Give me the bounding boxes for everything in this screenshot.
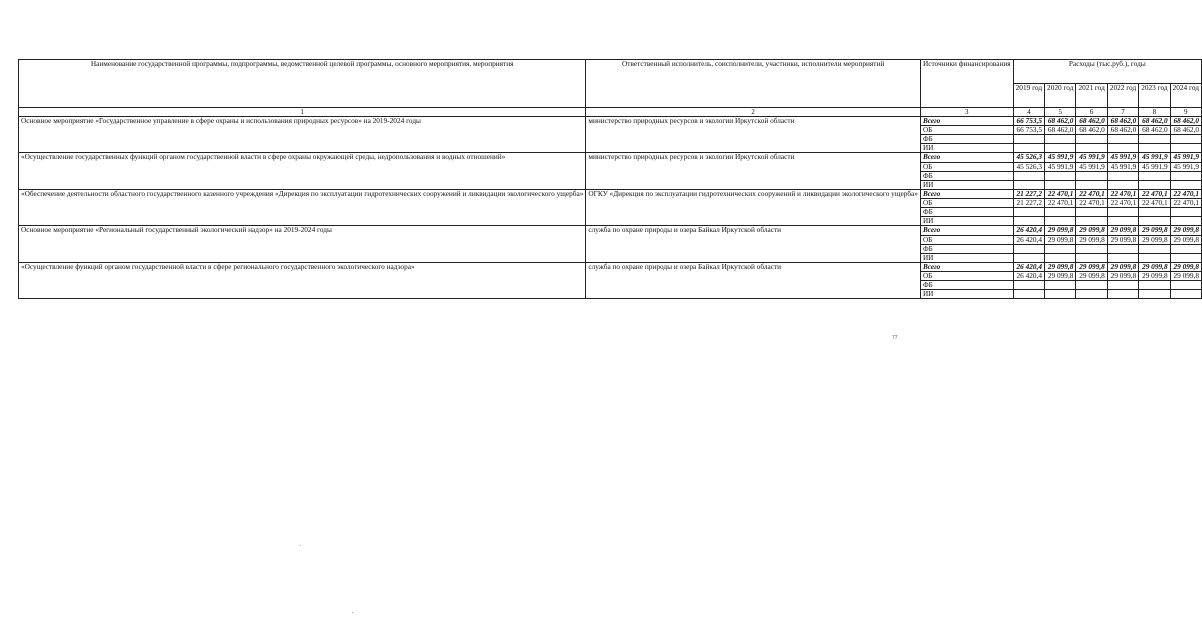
funding-source: ОБ bbox=[920, 235, 1013, 244]
expense-value bbox=[1045, 290, 1076, 299]
expense-value bbox=[1170, 135, 1201, 144]
funding-source: ФБ bbox=[920, 244, 1013, 253]
expense-value: 22 470,1 bbox=[1076, 199, 1107, 208]
expense-value: 45 991,9 bbox=[1170, 162, 1201, 171]
expense-value: 29 099,8 bbox=[1107, 226, 1138, 235]
expense-value: 45 991,9 bbox=[1107, 153, 1138, 162]
funding-source: Всего bbox=[920, 117, 1013, 126]
expense-value: 45 526,3 bbox=[1013, 162, 1044, 171]
table-row bbox=[19, 226, 1202, 235]
column-number: 7 bbox=[1107, 108, 1138, 117]
expense-value: 26 420,4 bbox=[1013, 272, 1044, 281]
expense-value: 22 470,1 bbox=[1170, 199, 1201, 208]
expense-value bbox=[1013, 290, 1044, 299]
expense-value: 68 462,0 bbox=[1139, 126, 1170, 135]
responsible-executor: министерство природных ресурсов и экологии Иркутской области bbox=[586, 153, 921, 189]
expense-value bbox=[1045, 244, 1076, 253]
expense-value: 68 462,0 bbox=[1107, 126, 1138, 135]
expense-value: 26 420,4 bbox=[1013, 235, 1044, 244]
activity-name: «Обеспечение деятельности областного государственного казенного учреждения «Дирекция по эксплуатации гидротехнических сооружений и ликвидации экологического ущерба» bbox=[19, 189, 586, 225]
expense-value bbox=[1107, 208, 1138, 217]
expense-value: 45 991,9 bbox=[1045, 162, 1076, 171]
expense-value bbox=[1076, 244, 1107, 253]
expense-value bbox=[1013, 208, 1044, 217]
expense-value: 29 099,8 bbox=[1107, 272, 1138, 281]
expense-value: 29 099,8 bbox=[1170, 262, 1201, 271]
expense-value: 29 099,8 bbox=[1107, 235, 1138, 244]
funding-source: ОБ bbox=[920, 199, 1013, 208]
expense-value bbox=[1013, 244, 1044, 253]
expense-value: 66 753,5 bbox=[1013, 117, 1044, 126]
expense-value: 29 099,8 bbox=[1107, 262, 1138, 271]
funding-source: ФБ bbox=[920, 208, 1013, 217]
scan-speck bbox=[300, 545, 301, 546]
expense-value: 68 462,0 bbox=[1170, 126, 1201, 135]
expense-value bbox=[1045, 208, 1076, 217]
expense-value: 68 462,0 bbox=[1045, 117, 1076, 126]
expense-value: 45 991,9 bbox=[1170, 153, 1201, 162]
expense-value bbox=[1045, 281, 1076, 290]
funding-source: ФБ bbox=[920, 281, 1013, 290]
expense-value: 29 099,8 bbox=[1045, 262, 1076, 271]
expense-value: 68 462,0 bbox=[1045, 126, 1076, 135]
responsible-executor: служба по охране природы и озера Байкал Иркутской области bbox=[586, 262, 921, 298]
expense-value: 22 470,1 bbox=[1107, 189, 1138, 198]
table-row bbox=[19, 153, 1202, 162]
expense-value bbox=[1139, 135, 1170, 144]
expense-value bbox=[1045, 171, 1076, 180]
column-number: 9 bbox=[1170, 108, 1201, 117]
header-responsible: Ответственный исполнитель, соисполнители, участники, исполнители мероприятий bbox=[586, 60, 921, 108]
expense-value bbox=[1076, 171, 1107, 180]
responsible-executor: ОГКУ «Дирекция по эксплуатации гидротехнических сооружений и ликвидации экологического ущерба» bbox=[586, 189, 921, 225]
expense-value: 22 470,1 bbox=[1139, 199, 1170, 208]
page-mark: 77 bbox=[892, 335, 898, 341]
expense-value: 29 099,8 bbox=[1139, 272, 1170, 281]
expense-value: 68 462,0 bbox=[1107, 117, 1138, 126]
expense-value: 22 470,1 bbox=[1170, 189, 1201, 198]
expense-value: 68 462,0 bbox=[1170, 117, 1201, 126]
header-year: 2019 год bbox=[1013, 84, 1044, 108]
expense-value bbox=[1045, 135, 1076, 144]
expense-value bbox=[1139, 281, 1170, 290]
expense-value: 29 099,8 bbox=[1139, 262, 1170, 271]
expense-value: 22 470,1 bbox=[1139, 189, 1170, 198]
expense-value: 45 526,3 bbox=[1013, 153, 1044, 162]
expense-value bbox=[1076, 281, 1107, 290]
header-row bbox=[19, 60, 1202, 84]
header-source: Источники финансирования bbox=[920, 60, 1013, 108]
expense-value: 26 420,4 bbox=[1013, 226, 1044, 235]
column-number: 8 bbox=[1139, 108, 1170, 117]
expense-value bbox=[1013, 171, 1044, 180]
funding-source: ИИ bbox=[920, 253, 1013, 262]
expense-value bbox=[1107, 281, 1138, 290]
header-name: Наименование государственной программы, подпрограммы, ведомственной целевой программы, основного мероприятия, мероприятия bbox=[19, 60, 586, 108]
scan-speck bbox=[352, 612, 353, 613]
expense-value: 29 099,8 bbox=[1076, 235, 1107, 244]
expense-value: 29 099,8 bbox=[1170, 235, 1201, 244]
funding-source: ИИ bbox=[920, 217, 1013, 226]
expense-value: 22 470,1 bbox=[1107, 199, 1138, 208]
expense-value bbox=[1076, 208, 1107, 217]
expense-value: 29 099,8 bbox=[1139, 235, 1170, 244]
expense-value: 22 470,1 bbox=[1076, 189, 1107, 198]
expense-value: 29 099,8 bbox=[1170, 272, 1201, 281]
header-year: 2022 год bbox=[1107, 84, 1138, 108]
funding-source: Всего bbox=[920, 189, 1013, 198]
expense-value: 29 099,8 bbox=[1076, 272, 1107, 281]
expense-value: 45 991,9 bbox=[1076, 162, 1107, 171]
funding-source: ИИ bbox=[920, 180, 1013, 189]
funding-source: ИИ bbox=[920, 144, 1013, 153]
header-year: 2024 год bbox=[1170, 84, 1201, 108]
funding-source: ОБ bbox=[920, 126, 1013, 135]
expense-value: 68 462,0 bbox=[1076, 117, 1107, 126]
expense-value: 29 099,8 bbox=[1139, 226, 1170, 235]
budget-table bbox=[18, 59, 1202, 299]
expense-value: 45 991,9 bbox=[1076, 153, 1107, 162]
header-expenses: Расходы (тыс.руб.), годы bbox=[1013, 60, 1201, 84]
expense-value bbox=[1139, 244, 1170, 253]
expense-value: 68 462,0 bbox=[1076, 126, 1107, 135]
expense-value: 21 227,2 bbox=[1013, 199, 1044, 208]
expense-value bbox=[1107, 135, 1138, 144]
activity-name: «Осуществление функций органом государственной власти в сфере регионального государственного экологического надзора» bbox=[19, 262, 586, 298]
expense-value bbox=[1076, 135, 1107, 144]
expense-value: 22 470,1 bbox=[1045, 189, 1076, 198]
expense-value: 45 991,9 bbox=[1045, 153, 1076, 162]
expense-value bbox=[1139, 290, 1170, 299]
expense-value bbox=[1013, 135, 1044, 144]
expense-value bbox=[1107, 171, 1138, 180]
budget-table-body bbox=[19, 60, 1202, 299]
expense-value bbox=[1107, 244, 1138, 253]
expense-value bbox=[1170, 208, 1201, 217]
expense-value: 68 462,0 bbox=[1139, 117, 1170, 126]
column-number: 3 bbox=[920, 108, 1013, 117]
funding-source: Всего bbox=[920, 153, 1013, 162]
column-number: 4 bbox=[1013, 108, 1044, 117]
header-year: 2023 год bbox=[1139, 84, 1170, 108]
funding-source: ФБ bbox=[920, 171, 1013, 180]
expense-value: 45 991,9 bbox=[1139, 153, 1170, 162]
expense-value bbox=[1013, 281, 1044, 290]
expense-value bbox=[1139, 208, 1170, 217]
expense-value: 21 227,2 bbox=[1013, 189, 1044, 198]
expense-value: 22 470,1 bbox=[1045, 199, 1076, 208]
expense-value bbox=[1170, 244, 1201, 253]
funding-source: Всего bbox=[920, 262, 1013, 271]
column-number: 6 bbox=[1076, 108, 1107, 117]
column-number: 1 bbox=[19, 108, 586, 117]
expense-value: 29 099,8 bbox=[1076, 262, 1107, 271]
column-number: 2 bbox=[586, 108, 921, 117]
expense-value: 29 099,8 bbox=[1045, 226, 1076, 235]
header-year: 2021 год bbox=[1076, 84, 1107, 108]
expense-value: 66 753,5 bbox=[1013, 126, 1044, 135]
funding-source: ОБ bbox=[920, 272, 1013, 281]
expense-value bbox=[1139, 171, 1170, 180]
expense-value: 29 099,8 bbox=[1045, 272, 1076, 281]
activity-name: Основное мероприятие «Государственное управление в сфере охраны и использования природных ресурсов» на 2019-2024 годы bbox=[19, 117, 586, 153]
activity-name: «Осуществление государственных функций органом государственной власти в сфере охраны окружающей среды, недропользования и водных отношений» bbox=[19, 153, 586, 189]
expense-value: 26 420,4 bbox=[1013, 262, 1044, 271]
header-year: 2020 год bbox=[1045, 84, 1076, 108]
expense-value bbox=[1170, 290, 1201, 299]
expense-value bbox=[1170, 171, 1201, 180]
expense-value: 45 991,9 bbox=[1107, 162, 1138, 171]
expense-value: 29 099,8 bbox=[1076, 226, 1107, 235]
expense-value: 29 099,8 bbox=[1045, 235, 1076, 244]
expense-value: 29 099,8 bbox=[1170, 226, 1201, 235]
funding-source: Всего bbox=[920, 226, 1013, 235]
responsible-executor: служба по охране природы и озера Байкал Иркутской области bbox=[586, 226, 921, 262]
expense-value: 45 991,9 bbox=[1139, 162, 1170, 171]
expense-value bbox=[1107, 290, 1138, 299]
responsible-executor: министерство природных ресурсов и экологии Иркутской области bbox=[586, 117, 921, 153]
funding-source: ИИ bbox=[920, 290, 1013, 299]
activity-name: Основное мероприятие «Региональный государственный экологический надзор» на 2019-2024 годы bbox=[19, 226, 586, 262]
column-number: 5 bbox=[1045, 108, 1076, 117]
expense-value bbox=[1170, 281, 1201, 290]
funding-source: ФБ bbox=[920, 135, 1013, 144]
funding-source: ОБ bbox=[920, 162, 1013, 171]
expense-value bbox=[1076, 290, 1107, 299]
